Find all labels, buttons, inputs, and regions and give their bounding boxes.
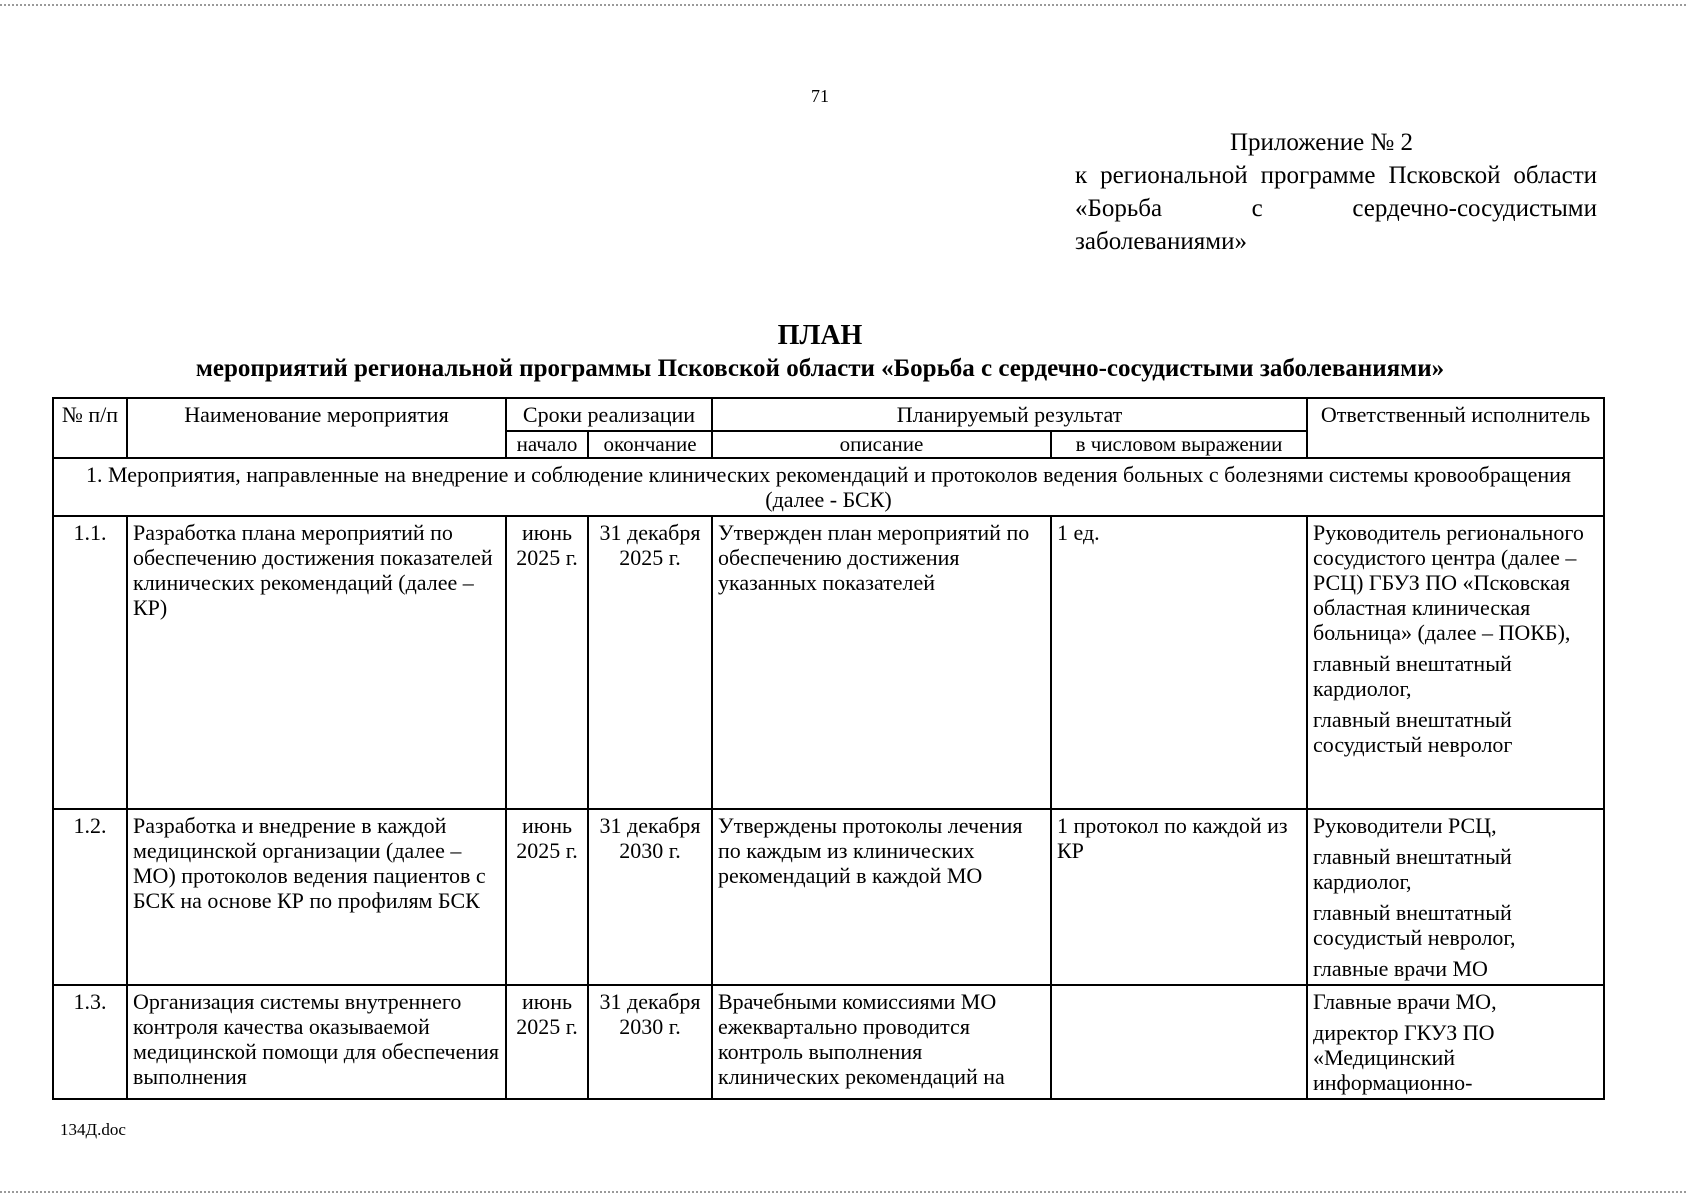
responsible-line: директор ГКУЗ ПО «Медицинский информационно- (1313, 1020, 1495, 1095)
responsible-line: главный внештатный сосудистый невролог (1313, 707, 1513, 757)
table-row (53, 985, 1604, 1099)
row-start: июнь 2025 г. (506, 516, 588, 809)
document-subtitle: мероприятий региональной программы Псковской области «Борьба с сердечно-сосудистыми заболеваниями» (195, 355, 1445, 382)
row-start: июнь 2025 г. (506, 985, 588, 1099)
document-title: ПЛАН (777, 320, 863, 351)
header-numeric: в числовом выражении (1051, 431, 1307, 458)
scan-edge-top (0, 4, 1686, 6)
section-row (53, 458, 1604, 516)
row-numeric: 1 протокол по каждой из КР (1051, 809, 1307, 985)
row-description: Врачебными комиссиями МО ежеквартально проводится контроль выполнения клинических рекомендаций на (712, 985, 1051, 1099)
appendix-block (1075, 126, 1597, 258)
table-header-row (53, 398, 1604, 431)
row-responsible (1307, 809, 1604, 985)
appendix-title: Приложение № 2 (1230, 129, 1414, 156)
row-description: Утверждены протоколы лечения по каждым из клинических рекомендаций в каждой МО (712, 809, 1051, 985)
responsible-line: Руководитель регионального сосудистого центра (далее – РСЦ) ГБУЗ ПО «Псковская областная клиническая больница» (далее – ПОКБ), (1313, 520, 1584, 645)
footer-filename: 134Д.doc (60, 1120, 126, 1139)
table-row (53, 809, 1604, 985)
header-responsible: Ответственный исполнитель (1307, 398, 1604, 458)
header-terms: Сроки реализации (506, 398, 712, 431)
row-end: 31 декабря 2030 г. (588, 985, 712, 1099)
row-name: Разработка и внедрение в каждой медицинской организации (далее – МО) протоколов ведения пациентов с БСК на основе КР по профилям БСК (127, 809, 506, 985)
header-num: № п/п (53, 398, 127, 458)
plan-table (52, 397, 1605, 1100)
header-start: начало (506, 431, 588, 458)
row-description: Утвержден план мероприятий по обеспечению достижения указанных показателей (712, 516, 1051, 809)
row-numeric: 1 ед. (1051, 516, 1307, 809)
responsible-line: главный внештатный кардиолог, (1313, 844, 1512, 894)
row-numeric (1051, 985, 1307, 1099)
row-num: 1.3. (53, 985, 127, 1099)
appendix-text: к региональной программе Псковской области «Борьба с сердечно-сосудистыми заболеваниями» (1075, 162, 1597, 255)
scan-edge-bottom (0, 1191, 1686, 1193)
row-num: 1.2. (53, 809, 127, 985)
row-responsible (1307, 985, 1604, 1099)
responsible-line: главные врачи МО (1313, 956, 1488, 981)
table-row (53, 516, 1604, 809)
responsible-line: Главные врачи МО, (1313, 989, 1497, 1014)
row-end: 31 декабря 2025 г. (588, 516, 712, 809)
responsible-line: главный внештатный сосудистый невролог, (1313, 900, 1516, 950)
row-responsible (1307, 516, 1604, 809)
section-title: 1. Мероприятия, направленные на внедрение и соблюдение клинических рекомендаций и протоколов ведения больных с болезнями системы кровообращения (далее - БСК) (53, 458, 1604, 516)
row-start: июнь 2025 г. (506, 809, 588, 985)
responsible-line: главный внештатный кардиолог, (1313, 651, 1512, 701)
header-end: окончание (588, 431, 712, 458)
row-end: 31 декабря 2030 г. (588, 809, 712, 985)
row-name: Разработка плана мероприятий по обеспечению достижения показателей клинических рекомендаций (далее – КР) (127, 516, 506, 809)
responsible-line: Руководители РСЦ, (1313, 813, 1497, 838)
header-description: описание (712, 431, 1051, 458)
header-name: Наименование мероприятия (127, 398, 506, 458)
row-num: 1.1. (53, 516, 127, 809)
page-number: 71 (811, 86, 829, 106)
header-result: Планируемый результат (712, 398, 1307, 431)
row-name: Организация системы внутреннего контроля качества оказываемой медицинской помощи для обеспечения выполнения (127, 985, 506, 1099)
